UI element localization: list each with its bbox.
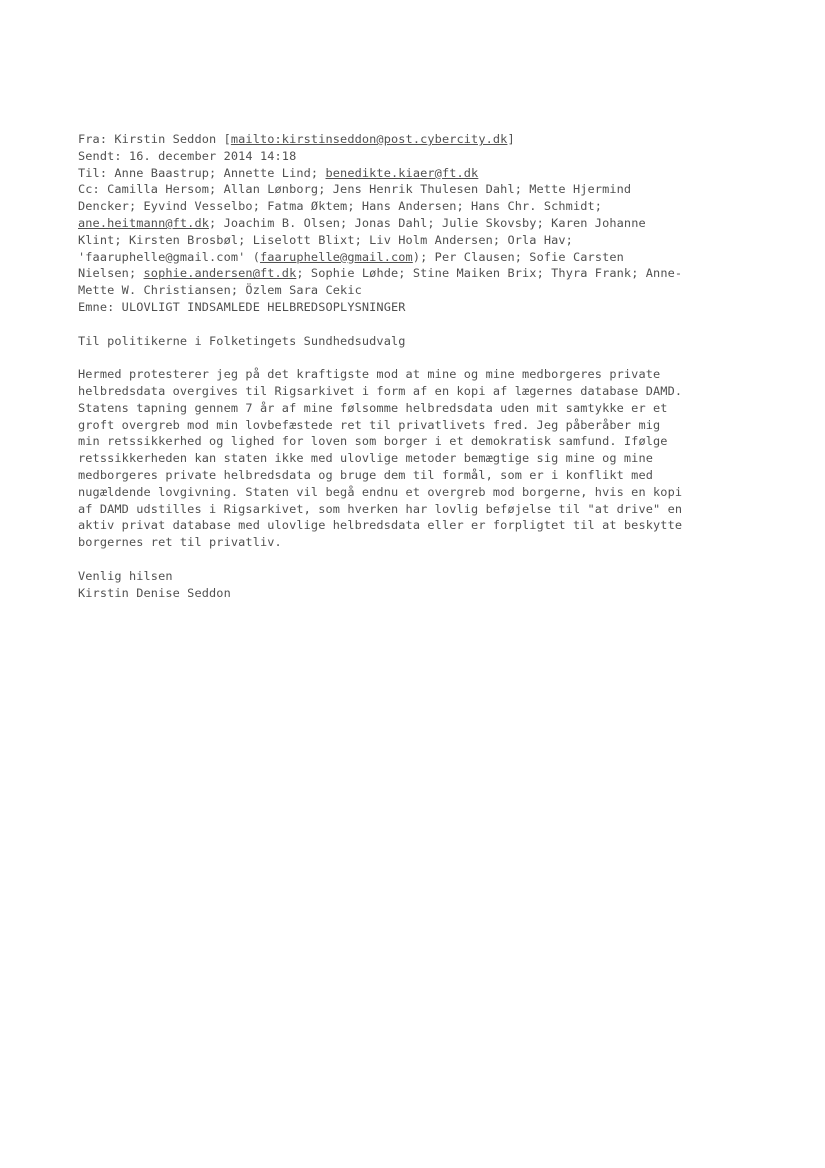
spacer	[78, 349, 718, 366]
header-text: ; Joachim B. Olsen; Jonas Dahl; Julie Skovsby; Karen Johanne	[209, 215, 646, 230]
header-line	[78, 232, 718, 249]
header-line	[78, 198, 718, 215]
header-line	[78, 165, 718, 182]
header-line	[78, 299, 718, 316]
email-printout	[78, 131, 718, 601]
header-text: Emne: ULOVLIGT INDSAMLEDE HELBREDSOPLYSNINGER	[78, 299, 406, 314]
email-link[interactable]: sophie.andersen@ft.dk	[143, 266, 297, 281]
body-line: af DAMD udstilles i Rigsarkivet, som hverken har lovlig beføjelse til "at drive" en	[78, 501, 683, 516]
body-line: borgernes ret til privatliv.	[78, 535, 282, 550]
body-line: nugældende lovgivning. Staten vil begå endnu et overgreb mod borgerne, hvis en kopi	[78, 484, 683, 499]
spacer	[78, 316, 718, 333]
body-line: retssikkerheden kan staten ikke med ulovlige metoder bemægtige sig mine og mine	[78, 451, 654, 466]
header-line	[78, 249, 718, 266]
header-text: Til: Anne Baastrup; Annette Lind;	[78, 165, 326, 180]
body-line: groft overgreb mod min lovbefæstede ret til privatlivets fred. Jeg påberåber mig	[78, 417, 661, 432]
header-line	[78, 181, 718, 198]
header-text: Fra: Kirstin Seddon [	[78, 132, 231, 146]
body-line: Hermed protesterer jeg på det kraftigste mod at mine og mine medborgeres private	[78, 367, 661, 382]
header-line	[78, 148, 718, 165]
body-line: Statens tapning gennem 7 år af mine følsomme helbredsdata uden mit samtykke er et	[78, 400, 668, 415]
header-line	[78, 282, 718, 299]
header-text: ); Per Clausen; Sofie Carsten	[412, 249, 624, 264]
header-line	[78, 131, 718, 148]
signature: Kirstin Denise Seddon	[78, 585, 231, 600]
header-text: Cc: Camilla Hersom; Allan Lønborg; Jens Henrik Thulesen Dahl; Mette Hjermind	[78, 182, 632, 197]
header-text: ; Sophie Løhde; Stine Maiken Brix; Thyra Frank; Anne-	[296, 266, 683, 281]
email-link[interactable]: ane.heitmann@ft.dk	[78, 215, 210, 230]
header-text: Mette W. Christiansen; Özlem Sara Cekic	[78, 283, 362, 298]
header-text: Klint; Kirsten Brosbøl; Liselott Blixt; Liv Holm Andersen; Orla Hav;	[78, 232, 573, 247]
body-line: min retssikkerhed og lighed for loven som borger i et demokratisk samfund. Ifølge	[78, 434, 668, 449]
header-text: 'faaruphelle@gmail.com' (	[78, 249, 260, 264]
email-body	[78, 366, 718, 551]
header-text: Dencker; Eyvind Vesselbo; Fatma Øktem; Hans Andersen; Hans Chr. Schmidt;	[78, 199, 603, 214]
header-line	[78, 215, 718, 232]
email-link[interactable]: faaruphelle@gmail.com	[259, 249, 413, 264]
salutation: Til politikerne i Folketingets Sundhedsudvalg	[78, 333, 406, 348]
header-text: ]	[507, 132, 515, 146]
email-link[interactable]: mailto:kirstinseddon@post.cybercity.dk	[230, 132, 508, 146]
header-text: Nielsen;	[78, 266, 144, 281]
header-line	[78, 265, 718, 282]
closing: Venlig hilsen	[78, 568, 173, 583]
email-header	[78, 131, 718, 316]
spacer	[78, 551, 718, 568]
body-line: aktiv privat database med ulovlige helbredsdata eller er forpligtet til at beskytte	[78, 518, 683, 533]
email-link[interactable]: benedikte.kiaer@ft.dk	[325, 165, 479, 180]
body-line: helbredsdata overgives til Rigsarkivet i form af en kopi af lægernes database DAMD.	[78, 383, 683, 398]
body-line: medborgeres private helbredsdata og bruge dem til formål, som er i konflikt med	[78, 467, 654, 482]
header-text: Sendt: 16. december 2014 14:18	[78, 148, 297, 163]
